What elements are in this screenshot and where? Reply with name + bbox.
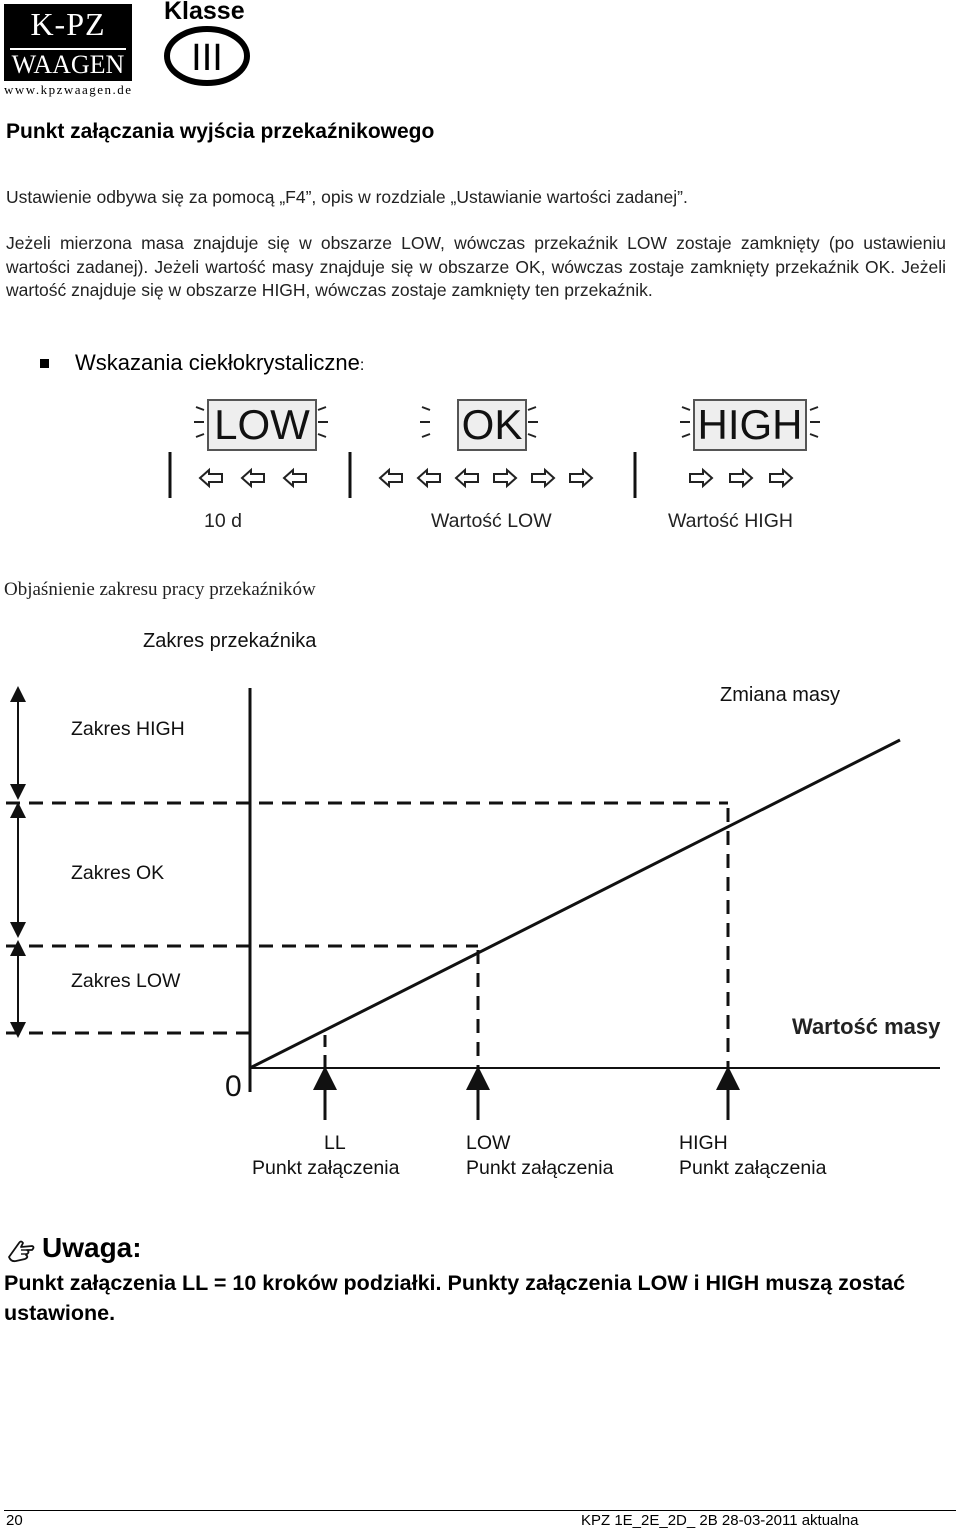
diagram-zero-label: 0 — [225, 1070, 242, 1103]
point-low-caption: Punkt załączenia — [466, 1157, 614, 1179]
arrows-high — [690, 470, 792, 486]
note-title: Uwaga: — [42, 1232, 142, 1263]
diagram-mass-value-label: Wartość masy — [792, 1014, 941, 1039]
logo-url: www.kpzwaagen.de — [4, 82, 133, 97]
description-text: Jeżeli mierzona masa znajduje się w obszarze LOW, wówczas przekaźnik LOW zostaje zamknięty (po ustawieniu wartości zadanej). Jeżeli wartość masy znajduje się w obszarze OK, wówczas zostaje zamknięty przekaźnik OK. Jeżeli wartość znajduje się w obszarze HIGH, wówczas zostaje zamknięty ten przekaźnik. — [6, 233, 946, 300]
lcd-title-colon: : — [359, 357, 365, 374]
lcd-indicator-high: HIGH — [693, 399, 807, 451]
diagram-range-low: Zakres LOW — [71, 970, 181, 992]
section-title: Punkt załączania wyjścia przekaźnikowego — [6, 120, 435, 143]
document-id: KPZ 1E_2E_2D_ 2B 28-03-2011 aktualna — [581, 1512, 859, 1529]
lcd-title-text: Wskazania ciekłokrystaliczne — [75, 350, 360, 375]
lcd-label-low-value: Wartość LOW — [431, 510, 552, 532]
klasse-label: Klasse — [164, 0, 245, 25]
intro-text: Ustawienie odbywa się za pomocą „F4”, opis w rozdziale „Ustawianie wartości zadanej”. — [6, 187, 688, 207]
diagram-mass-change-label: Zmiana masy — [720, 684, 841, 706]
logo-brand-line2: WAAGEN — [11, 50, 125, 79]
point-high-caption: Punkt załączenia — [679, 1157, 827, 1179]
relay-range-caption: Objaśnienie zakresu pracy przekaźników — [4, 579, 316, 600]
hand-pointer-icon — [6, 1237, 38, 1265]
point-ll-name: LL — [324, 1132, 346, 1154]
logo-brand-line1: K-PZ — [30, 6, 106, 42]
lcd-label-high-value: Wartość HIGH — [668, 510, 793, 532]
point-low-name: LOW — [466, 1132, 511, 1154]
note-text: Punkt załączenia LL = 10 kroków podziałki. Punkty załączenia LOW i HIGH muszą zostać ustawione. — [4, 1271, 906, 1325]
lcd-indicator-ok: OK — [457, 399, 527, 451]
page-number: 20 — [6, 1512, 23, 1529]
diagram-range-ok: Zakres OK — [71, 862, 165, 884]
diagram-range-high: Zakres HIGH — [71, 718, 185, 740]
relay-range-diagram — [0, 680, 960, 1120]
lcd-title — [75, 350, 364, 376]
klasse-numeral: III — [191, 37, 223, 79]
klasse-emblem — [164, 26, 250, 86]
kpz-logo — [4, 4, 132, 81]
square-bullet-icon — [40, 359, 49, 368]
lcd-label-10d: 10 d — [204, 510, 242, 532]
footer-divider — [4, 1510, 956, 1511]
point-high-name: HIGH — [679, 1132, 728, 1154]
arrows-low — [200, 470, 306, 486]
arrows-ok — [380, 470, 592, 486]
point-ll-caption: Punkt załączenia — [252, 1157, 400, 1179]
diagram-relay-range-label: Zakres przekaźnika — [143, 630, 317, 652]
lcd-indicator-low: LOW — [207, 399, 317, 451]
